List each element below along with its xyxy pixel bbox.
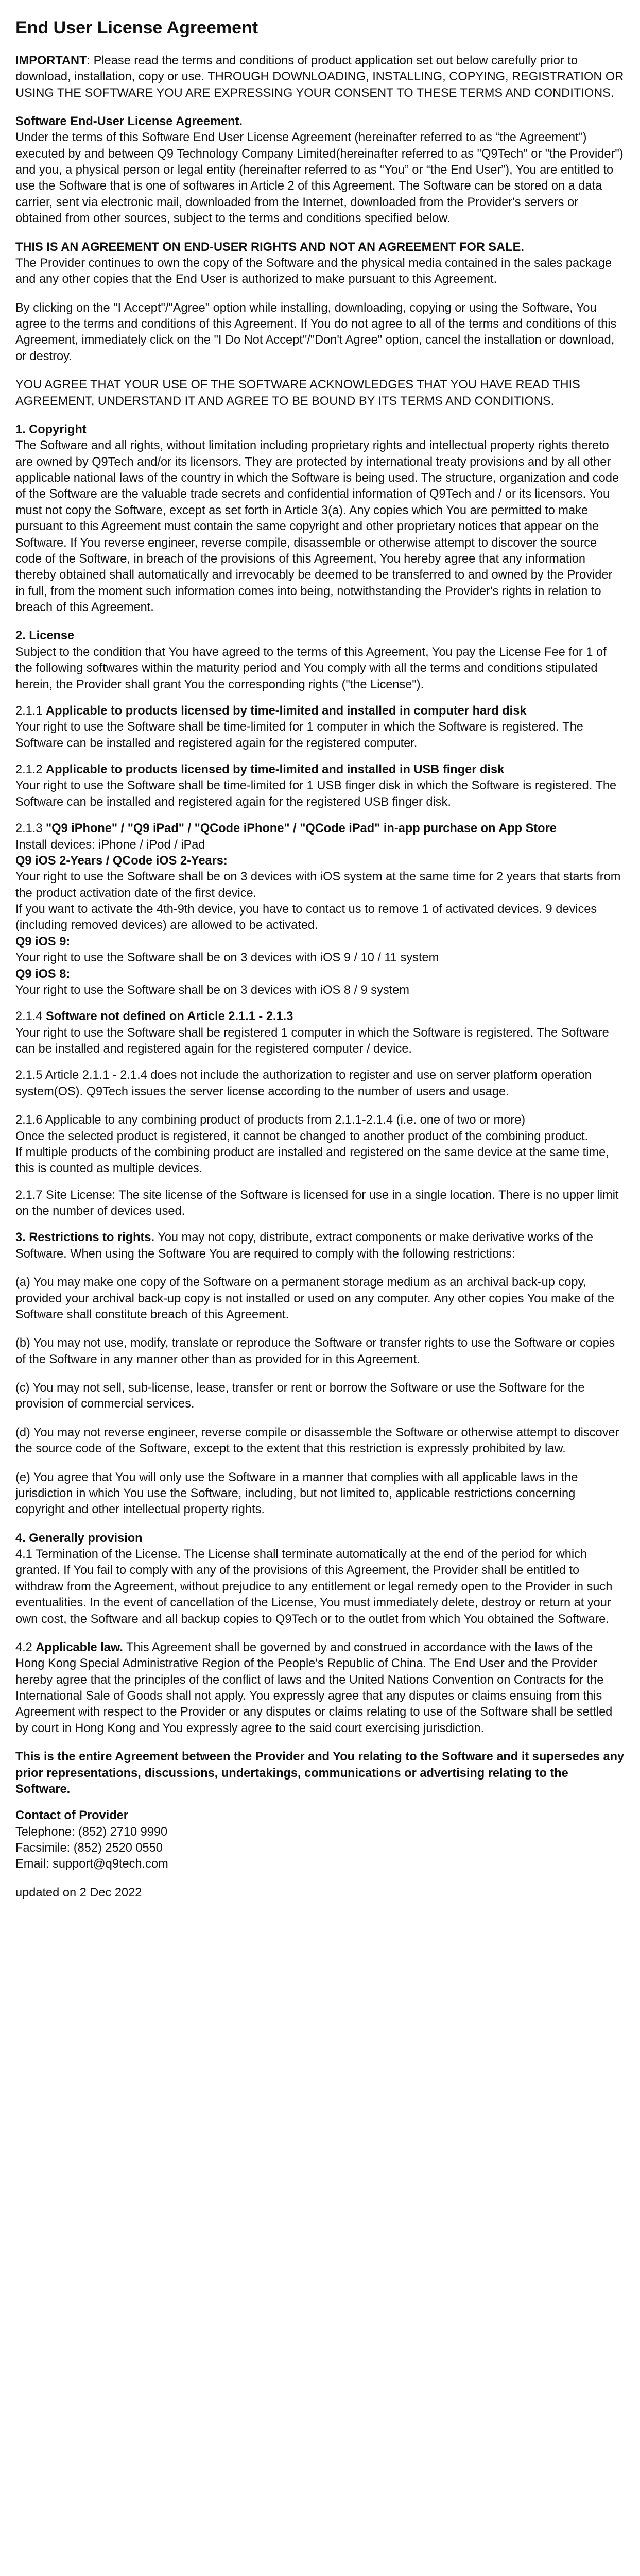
applicable-law-clause: [15, 1640, 625, 1737]
license-section: [15, 628, 625, 693]
clause-heading: Software not defined on Article 2.1.1 - 2.1.3: [46, 1010, 293, 1024]
ios-8-heading: Q9 iOS 8:: [15, 967, 71, 981]
agreement-section: [15, 240, 625, 288]
agreement-text: The Provider continues to own the copy of the Software and the physical media contained in the sales package and any other copies that the End User is authorized to make pursuant to this Agreement.: [15, 256, 612, 286]
restriction-e: [15, 1470, 625, 1518]
clause-2-1-6: [15, 1112, 625, 1177]
updated-date: updated on 2 Dec 2022: [15, 1886, 142, 1900]
important-text: : Please read the terms and conditions of product application set out below carefully prior to download, installation, copy or use. THROUGH DOWNLOADING, INSTALLING, COPYING, REGISTRATION OR USING THE SOFTWARE YOU ARE EXPRESSING YOUR CONSENT TO THESE TERMS AND CONDITIONS.: [15, 54, 624, 100]
ios-2-years-heading: Q9 iOS 2-Years / QCode iOS 2-Years:: [15, 854, 228, 868]
applicable-law-text: This Agreement shall be governed by and construed in accordance with the laws of the Hong Kong Special Administrative Region of the People's Republic of China. The End User and the Provider hereby agree that the principles of the conflict of laws and the United Nations Convention on Contracts for the International Sale of Goods shall not apply. You expressly agree that any disputes or claims ensuing from this Agreement with respect to the Provider or any disputes or claims relating to use of the Software shall be settled by court in Hong Kong and You expressly agree to the said court exercising jurisdiction.: [15, 1640, 613, 1735]
clause-text: 2.1.5 Article 2.1.1 - 2.1.4 does not include the authorization to register and use on server platform operation system(OS). Q9Tech issues the server license according to the number of users and usage.: [15, 1069, 592, 1098]
page-title: End User License Agreement: [15, 18, 258, 38]
restriction-b: [15, 1335, 625, 1368]
clause-heading: Applicable to products licensed by time-limited and installed in USB finger disk: [46, 763, 505, 777]
restriction-text: (a) You may make one copy of the Software on a permanent storage medium as an archival back-up copy, provided your archival back-up copy is not installed or used on any computer. Any other copies You make of the Software shall constitute breach of this Agreement.: [15, 1276, 615, 1321]
general-provision-section: [15, 1531, 625, 1628]
license-text: Subject to the condition that You have agreed to the terms of this Agreement, You pay the License Fee for 1 of the following softwares within the maturity period and You comply with all the terms and conditions stipulated herein, the Provider shall grant You the corresponding rights ("the License").: [15, 645, 607, 691]
restrictions-heading: 3. Restrictions to rights.: [15, 1231, 155, 1245]
ios-9-heading: Q9 iOS 9:: [15, 935, 71, 948]
contact-telephone: Telephone: (852) 2710 9990: [15, 1825, 168, 1839]
clause-heading: "Q9 iPhone" / "Q9 iPad" / "QCode iPhone" / "QCode iPad" in-app purchase on App Store: [46, 822, 557, 836]
restriction-text: (d) You may not reverse engineer, reverse compile or disassemble the Software or otherwise attempt to discover the source code of the Software, except to the extent that this restriction is expressly prohibited by law.: [15, 1426, 619, 1456]
restriction-text: (c) You may not sell, sub-license, lease, transfer or rent or borrow the Software or use the Software for the provision of commercial services.: [15, 1381, 585, 1411]
clause-2-1-7: [15, 1188, 625, 1220]
clause-2-1-2: [15, 762, 625, 810]
contact-facsimile: Facsimile: (852) 2520 0550: [15, 1841, 163, 1855]
clause-text: 2.1.6 Applicable to any combining product of products from 2.1.1-2.1.4 (i.e. one of two or more): [15, 1113, 526, 1127]
click-text: By clicking on the "I Accept"/"Agree" option while installing, downloading, copying or using the Software, You agree to the terms and conditions of this Agreement. If You do not agree to all of the terms and conditions of this Agreement, immediately click on the "I Do Not Accept"/"Don't Agree" option, cancel the installation or download, or destroy.: [15, 301, 617, 363]
copyright-section: [15, 422, 625, 616]
applicable-law-heading: Applicable law.: [36, 1640, 123, 1654]
clause-text: Your right to use the Software shall be registered 1 computer in which the Software is registered. The Software can be installed and registered again for the registered computer / device.: [15, 1026, 609, 1056]
acknowledge-text: YOU AGREE THAT YOUR USE OF THE SOFTWARE ACKNOWLEDGES THAT YOU HAVE READ THIS AGREEMENT, UNDERSTAND IT AND AGREE TO BE BOUND BY ITS TERMS AND CONDITIONS.: [15, 378, 580, 408]
restrictions-section: [15, 1230, 625, 1262]
clause-text-2: Once the selected product is registered, it cannot be changed to another product of the combining product.: [15, 1129, 589, 1143]
clause-text-3: If multiple products of the combining product are installed and registered on the same device at the same time, this is counted as multiple devices.: [15, 1145, 609, 1176]
clause-2-1-3: [15, 821, 625, 998]
restriction-text: (b) You may not use, modify, translate or reproduce the Software or transfer rights to use the Software or copies of the Software in any manner other than as provided for in this Agreement.: [15, 1336, 615, 1366]
acknowledge-paragraph: [15, 377, 625, 410]
clause-2-1-1: [15, 703, 625, 752]
restrictions-text: You may not copy, distribute, extract components or make derivative works of the Software. When using the Software You are required to comply with the following restrictions:: [15, 1231, 594, 1261]
restriction-c: [15, 1380, 625, 1413]
clause-number: 2.1.3: [15, 822, 46, 836]
clause-number: 2.1.4: [15, 1010, 46, 1024]
termination-text: 4.1 Termination of the License. The License shall terminate automatically at the end of the period for which granted. If You fail to comply with any of the provisions of this Agreement, the Provider shall be entitled to withdraw from the Agreement, without prejudice to any entitlement or legal remedy open to the Provider in such eventualities. In the event of cancellation of the License, You must immediately delete, destroy or return at your own cost, the Software and all backup copies to Q9Tech or to the outlet from which You obtained the Software.: [15, 1548, 613, 1626]
contact-email: Email: support@q9tech.com: [15, 1857, 168, 1871]
clause-text: 2.1.7 Site License: The site license of the Software is licensed for use in a single location. There is no upper limit on the number of devices used.: [15, 1188, 619, 1218]
important-label: IMPORTANT: [15, 54, 87, 67]
general-provision-heading: 4. Generally provision: [15, 1531, 143, 1545]
entire-agreement-text: This is the entire Agreement between the Provider and You relating to the Software and it supersedes any prior representations, discussions, undertakings, communications or advertising relating to the Software.: [15, 1750, 625, 1796]
ios-2-years-text: Your right to use the Software shall be on 3 devices with iOS system at the same time for 2 years that starts from the product activation date of the first device.: [15, 870, 621, 900]
install-devices-text: Install devices: iPhone / iPod / iPad: [15, 838, 205, 852]
copyright-text: The Software and all rights, without limitation including proprietary rights and intellectual property rights thereto are owned by Q9Tech and/or its licensors. They are protected by international treaty provisions and by all other applicable national laws of the country in which the Software is being used. The structure, organization and code of the Software are the valuable trade secrets and confidential information of Q9Tech and / or its licensors. You must not copy the Software, except as set forth in Article 3(a). Any copies which You are permitted to make pursuant to this Agreement must contain the same copyright and other proprietary notices that appear on the Software. If You reverse engineer, reverse compile, disassemble or otherwise attempt to discover the source code of the Software, in breach of the provisions of this Agreement, You hereby agree that any information thereby obtained shall automatically and irrevocably be deemed to be transferred to and owned by the Provider in full, from the moment such information comes into being, notwithstanding the Provider's rights in relation to breach of this Agreement.: [15, 439, 619, 615]
clause-2-1-4: [15, 1009, 625, 1057]
important-notice: [15, 53, 625, 101]
ios-2-years-text-2: If you want to activate the 4th-9th device, you have to contact us to remove 1 of activated devices. 9 devices (including removed devices) are allowed to be activated.: [15, 903, 597, 933]
ios-9-text: Your right to use the Software shall be on 3 devices with iOS 9 / 10 / 11 system: [15, 951, 439, 965]
clause-text: Your right to use the Software shall be time-limited for 1 USB finger disk in which the Software is registered. The Software can be installed and registered again for the registered USB finger disk.: [15, 779, 617, 809]
contact-section: [15, 1808, 625, 1873]
entire-agreement-paragraph: [15, 1749, 625, 1798]
software-heading: Software End-User License Agreement.: [15, 114, 243, 128]
software-eula-section: [15, 114, 625, 227]
agreement-heading: THIS IS AN AGREEMENT ON END-USER RIGHTS AND NOT AN AGREEMENT FOR SALE.: [15, 240, 524, 254]
restriction-a: [15, 1275, 625, 1323]
software-text: Under the terms of this Software End User License Agreement (hereinafter referred to as “the Agreement”) executed by and between Q9 Technology Company Limited(hereinafter referred to as "Q9Tech" or "the Provider") and you, a physical person or legal entity (hereinafter referred to as “You” or “the End User”), You are entitled to use the Software that is one of softwares in Article 2 of this Agreement. The Software can be stored on a data carrier, sent via electronic mail, downloaded from the Internet, downloaded from the Provider's servers or obtained from other sources, subject to the terms and conditions specified below.: [15, 131, 624, 226]
ios-8-text: Your right to use the Software shall be on 3 devices with iOS 8 / 9 system: [15, 983, 410, 997]
contact-heading: Contact of Provider: [15, 1809, 128, 1823]
copyright-heading: 1. Copyright: [15, 422, 87, 436]
restriction-d: [15, 1425, 625, 1458]
clause-heading: Applicable to products licensed by time-limited and installed in computer hard disk: [46, 704, 527, 718]
clause-number: 2.1.2: [15, 763, 46, 777]
click-acceptance-paragraph: [15, 300, 625, 365]
updated-date-block: [15, 1885, 625, 1901]
clause-number: 2.1.1: [15, 704, 46, 718]
clause-2-1-5: [15, 1067, 625, 1100]
clause-text: Your right to use the Software shall be time-limited for 1 computer in which the Software is registered. The Software can be installed and registered again for the registered computer.: [15, 720, 583, 750]
clause-number: 4.2: [15, 1640, 36, 1654]
restriction-text: (e) You agree that You will only use the Software in a manner that complies with all applicable laws in the jurisdiction in which You use the Software, including, but not limited to, applicable restrictions concerning copyright and other intellectual property rights.: [15, 1470, 578, 1517]
license-heading: 2. License: [15, 629, 75, 643]
